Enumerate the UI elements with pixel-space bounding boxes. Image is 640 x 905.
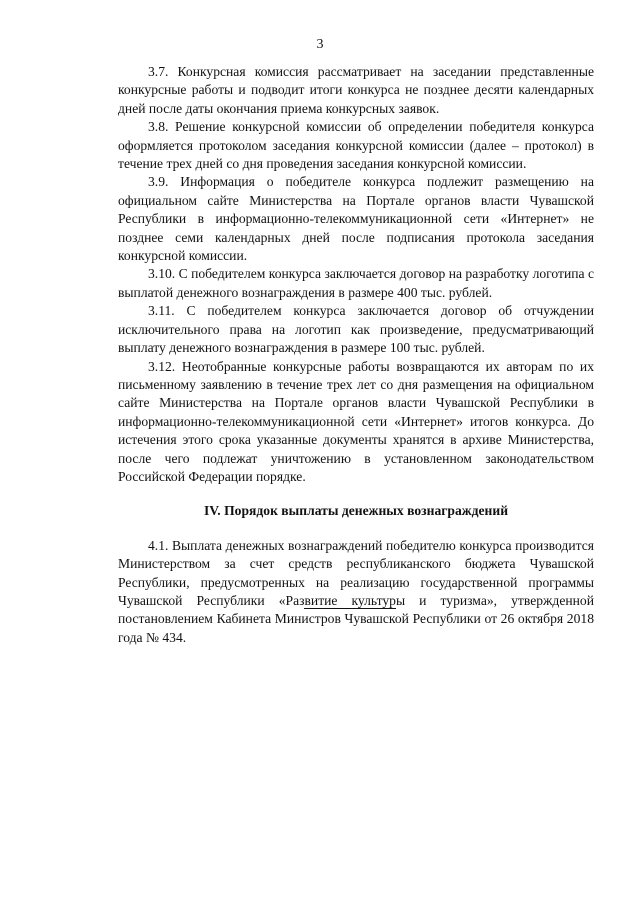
document-body bbox=[118, 63, 594, 647]
paragraph-4-1: 4.1. Выплата денежных вознаграждений победителю конкурса производится Министерством за счет средств республиканского бюджета Чувашской Республики, предусмотренных на реализацию государственной программы Чувашской Республики «Развитие культуры и туризма», утвержденной постановлением Кабинета Министров Чувашской Республики от 26 октября 2018 года № 434. bbox=[118, 537, 594, 645]
paragraph-3-9: 3.9. Информация о победителе конкурса подлежит размещению на официальном сайте Министерства на Портале органов власти Чувашской Республики в информационно-телекоммуникационной сети «Интернет» не позднее семи календарных дней после подписания протокола заседания конкурсной комиссии. bbox=[118, 174, 594, 264]
paragraph-3-7: 3.7. Конкурсная комиссия рассматривает на заседании представленные конкурсные работы и подводит итоги конкурса не позднее десяти календарных дней после даты окончания приема конкурсных заявок. bbox=[118, 64, 594, 116]
paragraph-3-12: 3.12. Неотобранные конкурсные работы возвращаются их авторам по их письменному заявлению в течение трех лет со дня размещения на официальном сайте Министерства на Портале органов власти Чувашской Республики в информационно-телекоммуникационной сети «Интернет» итогов конкурса. До истечения этого срока указанные документы хранятся в архиве Министерства, после чего подлежат уничтожению в установленном законодательством Российской Федерации порядке. bbox=[118, 358, 594, 484]
paragraph-3-10: 3.10. С победителем конкурса заключается договор на разработку логотипа с выплатой денежного вознаграждения в размере 400 тыс. рублей. bbox=[118, 266, 594, 300]
end-separator-line bbox=[304, 608, 396, 609]
paragraph-3-8: 3.8. Решение конкурсной комиссии об определении победителя конкурса оформляется протоколом заседания конкурсной комиссии (далее – протокол) в течение трех дней со дня проведения заседания конкурсной комиссии. bbox=[118, 119, 594, 172]
paragraph-3-11: 3.11. С победителем конкурса заключается договор об отчуждении исключительного права на логотип как произведение, предусматривающий выплату денежного вознаграждения в размере 100 тыс. рублей. bbox=[118, 303, 594, 356]
section-heading-iv: IV. Порядок выплаты денежных вознаграждений bbox=[203, 503, 509, 519]
page-number: 3 bbox=[316, 37, 324, 52]
